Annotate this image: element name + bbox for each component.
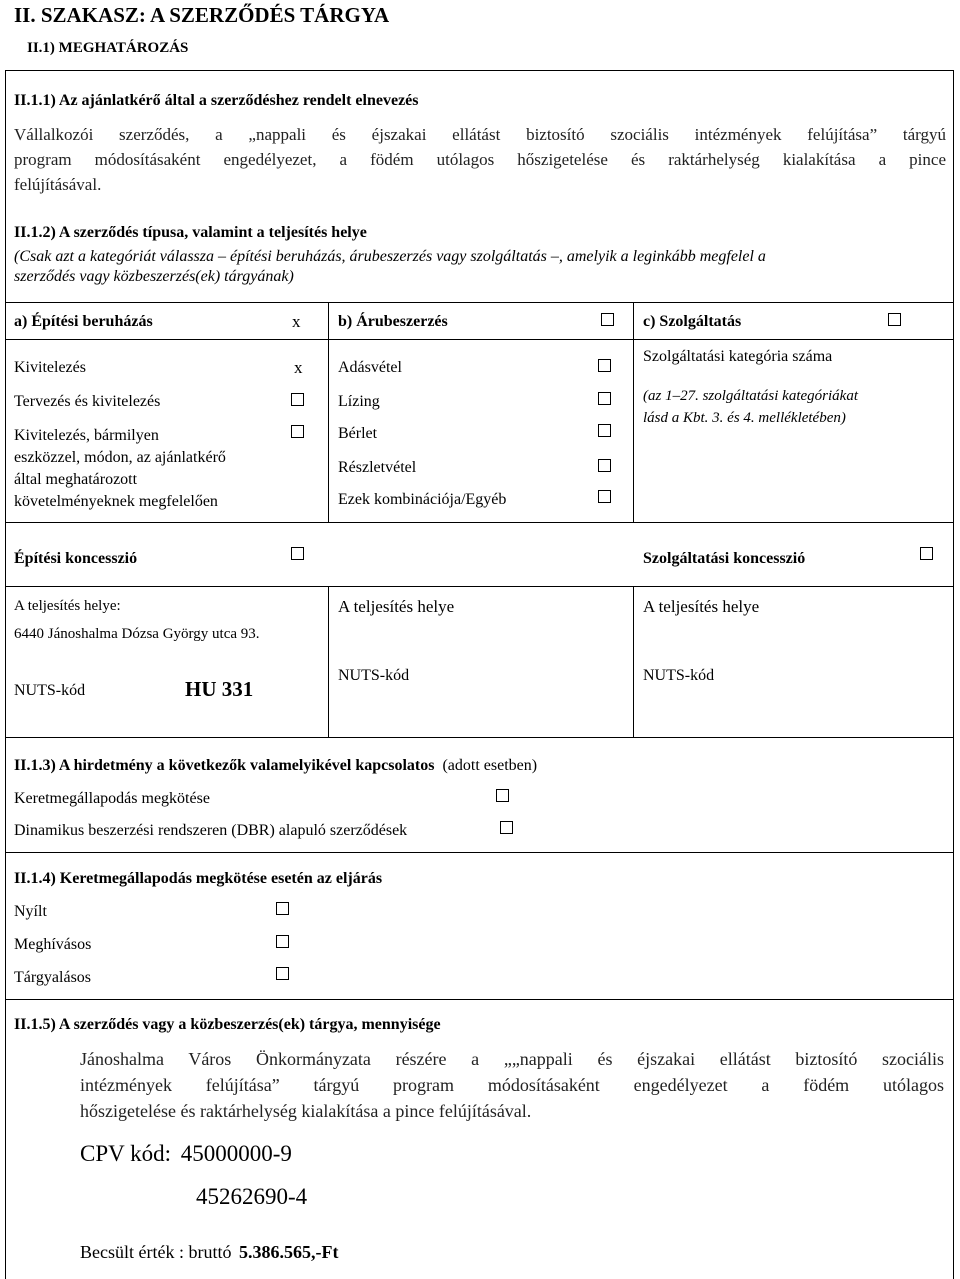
col-a-item-2: Tervezés és kivitelezés: [14, 393, 161, 410]
col-b-item-5-checkbox[interactable]: [598, 490, 611, 503]
col-c-category-label: Szolgáltatási kategória száma: [643, 348, 833, 365]
s114-item-1-checkbox[interactable]: [276, 902, 289, 915]
col-a-item-1-mark: x: [294, 358, 303, 377]
estimate-value: 5.386.565,-Ft: [238, 1242, 339, 1262]
s113-item-2: Dinamikus beszerzési rendszeren (DBR) alapuló szerződések: [14, 822, 408, 839]
col-b-item-4: Részletvétel: [338, 459, 417, 476]
table-concession-line: [5, 586, 954, 587]
col-c-note-line-1: (az 1–27. szolgáltatási kategóriákat: [643, 388, 858, 404]
col-c-checkbox[interactable]: [888, 313, 901, 326]
s114-heading: II.1.4) Keretmegállapodás megkötése esetén az eljárás: [14, 870, 383, 887]
s114-item-2-checkbox[interactable]: [276, 935, 289, 948]
s114-item-3: Tárgyalásos: [14, 969, 92, 986]
col-a-item-3-line-1: Kivitelezés, bármilyen: [14, 427, 159, 444]
col-b-header: b) Árubeszerzés: [338, 313, 448, 330]
col-a-item-3-checkbox[interactable]: [291, 425, 304, 438]
s113-bottom-line: [5, 852, 954, 853]
s114-item-3-checkbox[interactable]: [276, 967, 289, 980]
table-bottom-line: [5, 737, 954, 738]
subsection-title: II.1) MEGHATÁROZÁS: [27, 40, 189, 56]
col-divider-1: [328, 302, 329, 522]
s112-note-line-1: (Csak azt a kategóriát válassza – építési beruházás, árubeszerzés vagy szolgáltatás –, amelyik a leginkább megfelel a: [14, 248, 766, 265]
col-c-note-line-2: lásd a Kbt. 3. és 4. mellékletében): [643, 410, 846, 426]
s113-item-2-checkbox[interactable]: [500, 821, 513, 834]
col-a-nuts-label: NUTS-kód: [14, 682, 86, 699]
s112-note-line-2: szerződés vagy közbeszerzés(ek) tárgyának): [14, 268, 294, 285]
cpv-code-2: 45262690-4: [196, 1184, 308, 1209]
s113-heading-suffix: (adott esetben): [442, 757, 538, 774]
section-title: II. SZAKASZ: A SZERZŐDÉS TÁRGYA: [14, 3, 390, 27]
col-a-item-3-line-3: által meghatározott: [14, 471, 138, 488]
building-concession-label: Építési koncesszió: [14, 550, 138, 567]
service-concession-checkbox[interactable]: [920, 547, 933, 560]
frame-left-border: [5, 70, 6, 1279]
s111-line-1: Vállalkozói szerződés, a „nappali és éjszakai ellátást biztosító szociális intézmények felújítása” tárgyú: [14, 125, 946, 144]
table-items-line: [5, 522, 954, 523]
col-a-header: a) Építési beruházás: [14, 313, 153, 330]
col-a-item-1: Kivitelezés: [14, 359, 86, 376]
frame-top-border: [5, 70, 954, 71]
col-c-nuts-label: NUTS-kód: [643, 667, 715, 684]
col-c-header: c) Szolgáltatás: [643, 313, 742, 330]
col-b-item-1-checkbox[interactable]: [598, 359, 611, 372]
s114-item-1: Nyílt: [14, 903, 47, 920]
table-top-line: [5, 302, 954, 303]
col-divider-4: [633, 586, 634, 737]
s113-heading-row: [14, 757, 537, 775]
building-concession-checkbox[interactable]: [291, 547, 304, 560]
col-c-place-label: A teljesítés helye: [643, 597, 760, 616]
col-b-item-2: Lízing: [338, 393, 380, 410]
s111-heading: II.1.1) Az ajánlatkérő által a szerződéshez rendelt elnevezés: [14, 92, 419, 109]
col-a-place-label: A teljesítés helye:: [14, 598, 121, 614]
s115-line-1: Jánoshalma Város Önkormányzata részére a „„nappali és éjszakai ellátást biztosító szociális: [80, 1049, 944, 1069]
frame-right-border: [953, 70, 954, 1279]
col-a-item-3-line-2: eszközzel, módon, az ajánlatkérő: [14, 449, 226, 466]
estimate-row: [80, 1242, 338, 1263]
estimate-label: Becsült érték : bruttó: [80, 1242, 232, 1262]
s115-line-2: intézmények felújítása” tárgyú program módosításaként engedélyezet a födém utólagos: [80, 1075, 944, 1095]
s111-line-2: program módosításaként engedélyezet, a födém utólagos hőszigetelése és raktárhelység kialakítása a pince: [14, 150, 946, 169]
service-concession-label: Szolgáltatási koncesszió: [643, 550, 806, 567]
col-b-nuts-label: NUTS-kód: [338, 667, 410, 684]
col-a-header-mark: x: [292, 312, 301, 331]
col-divider-2: [633, 302, 634, 522]
s114-bottom-line: [5, 999, 954, 1000]
s114-item-2: Meghívásos: [14, 936, 92, 953]
col-b-item-5: Ezek kombinációja/Egyéb: [338, 491, 507, 508]
col-b-item-1: Adásvétel: [338, 359, 402, 376]
col-divider-3: [328, 586, 329, 737]
s112-heading: II.1.2) A szerződés típusa, valamint a teljesítés helye: [14, 224, 367, 241]
col-c-note: [643, 385, 858, 429]
s112-note: [14, 247, 946, 287]
s115-line-3: hőszigetelése és raktárhelység kialakítása a pince felújításával.: [80, 1101, 532, 1121]
col-a-item-2-checkbox[interactable]: [291, 393, 304, 406]
table-header-line: [5, 339, 954, 340]
s113-item-1: Keretmegállapodás megkötése: [14, 790, 210, 807]
cpv-code-1: 45000000-9: [180, 1141, 292, 1166]
s111-text: [14, 122, 946, 197]
s115-heading: II.1.5) A szerződés vagy a közbeszerzés(ek) tárgya, mennyisége: [14, 1016, 441, 1033]
col-a-place-value: 6440 Jánoshalma Dózsa György utca 93.: [14, 626, 260, 642]
s113-item-1-checkbox[interactable]: [496, 789, 509, 802]
col-a-item-3-line-4: követelményeknek megfelelően: [14, 493, 218, 510]
s115-text: [80, 1046, 944, 1124]
col-b-item-3: Bérlet: [338, 425, 378, 442]
s113-heading: II.1.3) A hirdetmény a következők valamelyikével kapcsolatos: [14, 757, 435, 774]
col-a-item-3: [14, 425, 226, 513]
cpv-label: CPV kód:: [80, 1141, 171, 1166]
col-b-place-label: A teljesítés helye: [338, 597, 455, 616]
cpv-row: [80, 1141, 292, 1167]
col-b-item-4-checkbox[interactable]: [598, 459, 611, 472]
col-b-item-3-checkbox[interactable]: [598, 424, 611, 437]
col-b-item-2-checkbox[interactable]: [598, 392, 611, 405]
col-b-checkbox[interactable]: [601, 313, 614, 326]
s111-line-3: felújításával.: [14, 175, 102, 194]
col-a-nuts-value: HU 331: [185, 677, 254, 701]
